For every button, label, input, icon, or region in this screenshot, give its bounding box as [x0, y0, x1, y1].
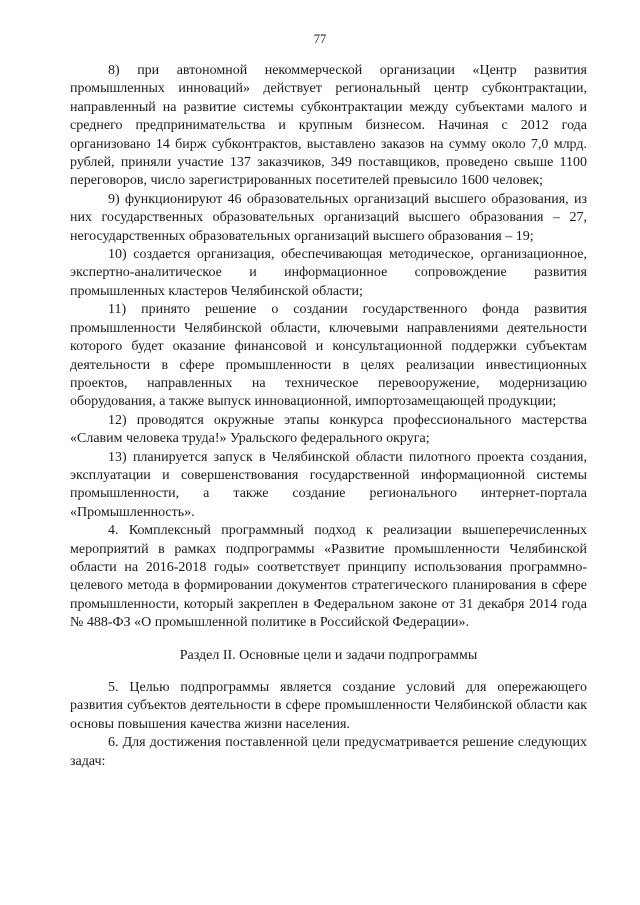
- paragraph-point-5: 5. Целью подпрограммы является создание условий для опережающего развития субъектов деятельности в сфере промышленности Челябинской области как основы повышения качества жизни населения.: [70, 680, 587, 732]
- document-body: [70, 62, 587, 771]
- paragraph-item-10: 10) создается организация, обеспечивающая методическое, организационное, экспертно-аналитическое и информационное сопровождение развития промышленных кластеров Челябинской области;: [70, 247, 587, 299]
- page-number: 77: [313, 32, 327, 46]
- section-heading: Раздел II. Основные цели и задачи подпрограммы: [179, 647, 478, 663]
- paragraph-point-4: 4. Комплексный программный подход к реализации вышеперечисленных мероприятий в рамках подпрограммы «Развитие промышленности Челябинской области на 2016-2018 годы» соответствует принципу использования программно-целевого метода в формировании документов стратегического планирования в сфере промышленности, который закреплен в Федеральном законе от 31 декабря 2014 года № 488-ФЗ «О промышленной политике в Российской Федерации».: [70, 523, 587, 631]
- paragraph-item-13: 13) планируется запуск в Челябинской области пилотного проекта создания, эксплуатации и совершенствования государственной информационной системы промышленности, а также создание регионального интернет-портала «Промышленность».: [70, 449, 587, 520]
- paragraph-item-12: 12) проводятся окружные этапы конкурса профессионального мастерства «Славим человека труда!» Уральского федерального округа;: [70, 412, 587, 447]
- paragraph-point-6: 6. Для достижения поставленной цели предусматривается решение следующих задач:: [70, 735, 587, 769]
- paragraph-item-8: 8) при автономной некоммерческой организации «Центр развития промышленных инноваций» действует региональный центр субконтрактации, направленный на развитие системы субконтрактации между субъектами малого и среднего предпринимательства и крупным бизнесом. Начиная с 2012 года организовано 14 бирж субконтрактов, выставлено заказов на сумму около 7,0 млрд. рублей, приняли участие 137 заказчиков, 349 поставщиков, проведено свыше 1100 переговоров, число зарегистрированных посетителей превысило 1600 человек;: [70, 63, 587, 189]
- paragraph-item-11: 11) принято решение о создании государственного фонда развития промышленности Челябинской области, ключевыми направлениями деятельности которого будет оказание финансовой и консультационной поддержки субъектам деятельности в сфере промышленности в целях реализации инвестиционных проектов, направленных на техническое перевооружение, модернизацию оборудования, а также выпуск инновационной, импортозамещающей продукции;: [70, 302, 587, 410]
- paragraph-item-9: 9) функционируют 46 образовательных организаций высшего образования, из них государственных образовательных организаций высшего образования – 27, негосударственных образовательных организаций высшего образования – 19;: [70, 191, 587, 244]
